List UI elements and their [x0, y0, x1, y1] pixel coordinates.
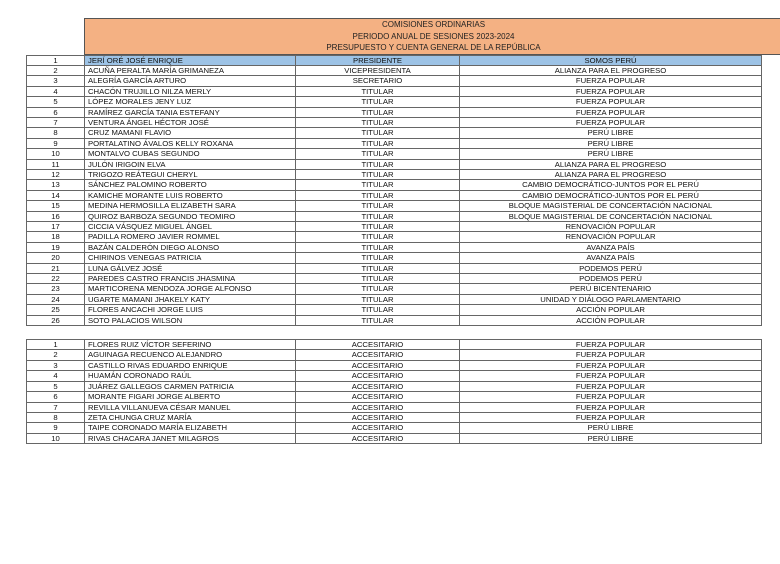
member-role: PRESIDENTE [296, 55, 460, 65]
member-party: BLOQUE MAGISTERIAL DE CONCERTACIÓN NACIONAL [460, 201, 762, 211]
member-name: MEDINA HERMOSILLA ELIZABETH SARA [85, 201, 296, 211]
header-line-2: PERIODO ANUAL DE SESIONES 2023-2024 [352, 31, 515, 41]
member-name: FLORES ANCACHI JORGE LUIS [85, 305, 296, 315]
row-number: 26 [27, 315, 85, 325]
member-party: FUERZA POPULAR [460, 402, 762, 412]
member-name: BAZÁN CALDERÓN DIEGO ALONSO [85, 242, 296, 252]
member-role: TITULAR [296, 253, 460, 263]
alternate-row [27, 412, 762, 422]
member-row [27, 169, 762, 179]
member-row [27, 263, 762, 273]
member-name: TAIPE CORONADO MARÍA ELIZABETH [85, 423, 296, 433]
member-role: TITULAR [296, 190, 460, 200]
member-party: PERÚ LIBRE [460, 138, 762, 148]
member-row [27, 159, 762, 169]
member-name: SOTO PALACIOS WILSON [85, 315, 296, 325]
row-number: 10 [27, 149, 85, 159]
member-role: ACCESITARIO [296, 360, 460, 370]
row-number: 20 [27, 253, 85, 263]
alternates-body [27, 340, 762, 444]
member-party: PODEMOS PERÚ [460, 274, 762, 284]
row-number: 12 [27, 169, 85, 179]
member-role: TITULAR [296, 222, 460, 232]
member-party: FUERZA POPULAR [460, 97, 762, 107]
member-name: TRIGOZO REÁTEGUI CHERYL [85, 169, 296, 179]
alternate-row [27, 402, 762, 412]
member-name: RIVAS CHACARA JANET MILAGROS [85, 433, 296, 443]
member-party: FUERZA POPULAR [460, 76, 762, 86]
header-line-1: COMISIONES ORDINARIAS [381, 20, 486, 29]
member-party: ALIANZA PARA EL PROGRESO [460, 169, 762, 179]
member-party: FUERZA POPULAR [460, 412, 762, 422]
member-role: ACCESITARIO [296, 392, 460, 402]
member-role: ACCESITARIO [296, 433, 460, 443]
alternate-row [27, 392, 762, 402]
member-name: QUIROZ BARBOZA SEGUNDO TEOMIRO [85, 211, 296, 221]
member-role: TITULAR [296, 107, 460, 117]
alternate-row [27, 423, 762, 433]
member-role: TITULAR [296, 232, 460, 242]
row-number: 13 [27, 180, 85, 190]
alternate-row [27, 381, 762, 391]
member-name: AGUINAGA RECUENCO ALEJANDRO [85, 350, 296, 360]
row-number: 8 [27, 412, 85, 422]
member-party: CAMBIO DEMOCRÁTICO-JUNTOS POR EL PERÚ [460, 180, 762, 190]
member-role: ACCESITARIO [296, 412, 460, 422]
member-name: SÁNCHEZ PALOMINO ROBERTO [85, 180, 296, 190]
member-name: CASTILLO RIVAS EDUARDO ENRIQUE [85, 360, 296, 370]
member-row [27, 305, 762, 315]
member-party: ACCIÓN POPULAR [460, 305, 762, 315]
member-role: VICEPRESIDENTA [296, 65, 460, 75]
member-name: ACUÑA PERALTA MARÍA GRIMANEZA [85, 65, 296, 75]
member-role: TITULAR [296, 159, 460, 169]
member-name: PORTALATINO ÁVALOS KELLY ROXANA [85, 138, 296, 148]
member-role: TITULAR [296, 263, 460, 273]
member-role: TITULAR [296, 169, 460, 179]
row-number: 7 [27, 402, 85, 412]
member-party: FUERZA POPULAR [460, 360, 762, 370]
member-role: TITULAR [296, 97, 460, 107]
member-row [27, 211, 762, 221]
member-party: PERÚ BICENTENARIO [460, 284, 762, 294]
member-row [27, 232, 762, 242]
member-row [27, 242, 762, 252]
member-party: RENOVACIÓN POPULAR [460, 222, 762, 232]
member-name: MORANTE FIGARI JORGE ALBERTO [85, 392, 296, 402]
member-name: MONTALVO CUBAS SEGUNDO [85, 149, 296, 159]
member-party: AVANZA PAÍS [460, 253, 762, 263]
row-number: 24 [27, 294, 85, 304]
member-role: ACCESITARIO [296, 402, 460, 412]
member-role: TITULAR [296, 305, 460, 315]
member-role: TITULAR [296, 211, 460, 221]
row-number: 2 [27, 350, 85, 360]
member-party: PERÚ LIBRE [460, 149, 762, 159]
row-number: 5 [27, 381, 85, 391]
row-number: 18 [27, 232, 85, 242]
member-name: JERÍ ORÉ JOSÉ ENRIQUE [85, 55, 296, 65]
member-role: TITULAR [296, 201, 460, 211]
member-name: FLORES RUIZ VÍCTOR SEFERINO [85, 340, 296, 350]
row-number: 19 [27, 242, 85, 252]
row-number: 8 [27, 128, 85, 138]
member-row [27, 65, 762, 75]
row-number: 3 [27, 360, 85, 370]
member-party: PODEMOS PERÚ [460, 263, 762, 273]
member-party: ALIANZA PARA EL PROGRESO [460, 65, 762, 75]
member-row [27, 128, 762, 138]
member-name: REVILLA VILLANUEVA CÉSAR MANUEL [85, 402, 296, 412]
row-number: 17 [27, 222, 85, 232]
row-number: 15 [27, 201, 85, 211]
row-number: 5 [27, 97, 85, 107]
member-name: CHACÓN TRUJILLO NILZA MERLY [85, 86, 296, 96]
member-role: TITULAR [296, 180, 460, 190]
member-party: FUERZA POPULAR [460, 350, 762, 360]
members-table [26, 55, 762, 445]
member-name: VENTURA ÁNGEL HÉCTOR JOSÉ [85, 117, 296, 127]
row-number: 22 [27, 274, 85, 284]
member-name: PAREDES CASTRO FRANCIS JHASMINA [85, 274, 296, 284]
member-party: FUERZA POPULAR [460, 381, 762, 391]
member-row [27, 190, 762, 200]
row-number: 2 [27, 65, 85, 75]
member-role: TITULAR [296, 117, 460, 127]
member-role: TITULAR [296, 274, 460, 284]
spacer-row [27, 326, 762, 340]
member-row [27, 222, 762, 232]
row-number: 1 [27, 340, 85, 350]
member-name: CICCIA VÁSQUEZ MIGUEL ÁNGEL [85, 222, 296, 232]
member-name: HUAMÁN CORONADO RAÚL [85, 371, 296, 381]
member-role: ACCESITARIO [296, 371, 460, 381]
member-role: TITULAR [296, 149, 460, 159]
member-role: TITULAR [296, 242, 460, 252]
row-number: 3 [27, 76, 85, 86]
row-number: 1 [27, 55, 85, 65]
alternate-row [27, 340, 762, 350]
member-party: PERÚ LIBRE [460, 128, 762, 138]
row-number: 4 [27, 371, 85, 381]
member-role: TITULAR [296, 86, 460, 96]
member-row [27, 107, 762, 117]
member-name: LUNA GÁLVEZ JOSÉ [85, 263, 296, 273]
member-row [27, 253, 762, 263]
member-party: FUERZA POPULAR [460, 340, 762, 350]
member-party: FUERZA POPULAR [460, 86, 762, 96]
member-party: SOMOS PERÚ [460, 55, 762, 65]
member-name: ALEGRÍA GARCÍA ARTURO [85, 76, 296, 86]
alternate-row [27, 360, 762, 370]
member-row [27, 76, 762, 86]
member-party: RENOVACIÓN POPULAR [460, 232, 762, 242]
member-role: SECRETARIO [296, 76, 460, 86]
member-row [27, 55, 762, 65]
member-role: TITULAR [296, 138, 460, 148]
member-role: TITULAR [296, 294, 460, 304]
member-row [27, 138, 762, 148]
member-row [27, 274, 762, 284]
row-number: 9 [27, 138, 85, 148]
row-number: 10 [27, 433, 85, 443]
header-line-3: PRESUPUESTO Y CUENTA GENERAL DE LA REPÚBLICA [326, 43, 541, 52]
row-number: 6 [27, 107, 85, 117]
member-name: RAMÍREZ GARCÍA TANIA ESTEFANY [85, 107, 296, 117]
member-role: ACCESITARIO [296, 340, 460, 350]
member-name: JUÁREZ GALLEGOS CARMEN PATRICIA [85, 381, 296, 391]
row-number: 6 [27, 392, 85, 402]
member-party: FUERZA POPULAR [460, 392, 762, 402]
member-party: AVANZA PAÍS [460, 242, 762, 252]
member-party: PERÚ LIBRE [460, 433, 762, 443]
member-row [27, 294, 762, 304]
member-row [27, 97, 762, 107]
member-name: PADILLA ROMERO JAVIER ROMMEL [85, 232, 296, 242]
member-role: ACCESITARIO [296, 423, 460, 433]
row-number: 7 [27, 117, 85, 127]
member-row [27, 117, 762, 127]
member-party: UNIDAD Y DIÁLOGO PARLAMENTARIO [460, 294, 762, 304]
member-row [27, 149, 762, 159]
member-party: ALIANZA PARA EL PROGRESO [460, 159, 762, 169]
member-party: FUERZA POPULAR [460, 117, 762, 127]
row-number: 21 [27, 263, 85, 273]
alternate-row [27, 371, 762, 381]
member-role: TITULAR [296, 315, 460, 325]
member-name: ZETA CHUNGA CRUZ MARÍA [85, 412, 296, 422]
member-row [27, 86, 762, 96]
member-party: PERÚ LIBRE [460, 423, 762, 433]
members-body [27, 55, 762, 326]
member-role: ACCESITARIO [296, 350, 460, 360]
member-row [27, 180, 762, 190]
member-role: TITULAR [296, 284, 460, 294]
member-name: CHIRINOS VENEGAS PATRICIA [85, 253, 296, 263]
member-row [27, 284, 762, 294]
row-number: 14 [27, 190, 85, 200]
member-party: FUERZA POPULAR [460, 107, 762, 117]
row-number: 25 [27, 305, 85, 315]
alternate-row [27, 350, 762, 360]
row-number: 9 [27, 423, 85, 433]
member-party: CAMBIO DEMOCRÁTICO-JUNTOS POR EL PERÚ [460, 190, 762, 200]
member-name: UGARTE MAMANI JHAKELY KATY [85, 294, 296, 304]
row-number: 16 [27, 211, 85, 221]
member-role: TITULAR [296, 128, 460, 138]
member-name: CRUZ MAMANI FLAVIO [85, 128, 296, 138]
row-number: 4 [27, 86, 85, 96]
member-party: BLOQUE MAGISTERIAL DE CONCERTACIÓN NACIONAL [460, 211, 762, 221]
member-row [27, 201, 762, 211]
member-name: JULÓN IRIGOIN ELVA [85, 159, 296, 169]
member-name: MARTICORENA MENDOZA JORGE ALFONSO [85, 284, 296, 294]
commission-header [84, 18, 780, 55]
member-party: ACCIÓN POPULAR [460, 315, 762, 325]
section-spacer [27, 326, 762, 340]
member-name: LÓPEZ MORALES JENY LUZ [85, 97, 296, 107]
member-row [27, 315, 762, 325]
row-number: 23 [27, 284, 85, 294]
member-name: KAMICHE MORANTE LUIS ROBERTO [85, 190, 296, 200]
member-party: FUERZA POPULAR [460, 371, 762, 381]
member-role: ACCESITARIO [296, 381, 460, 391]
row-number: 11 [27, 159, 85, 169]
commission-sheet [26, 18, 761, 444]
alternate-row [27, 433, 762, 443]
